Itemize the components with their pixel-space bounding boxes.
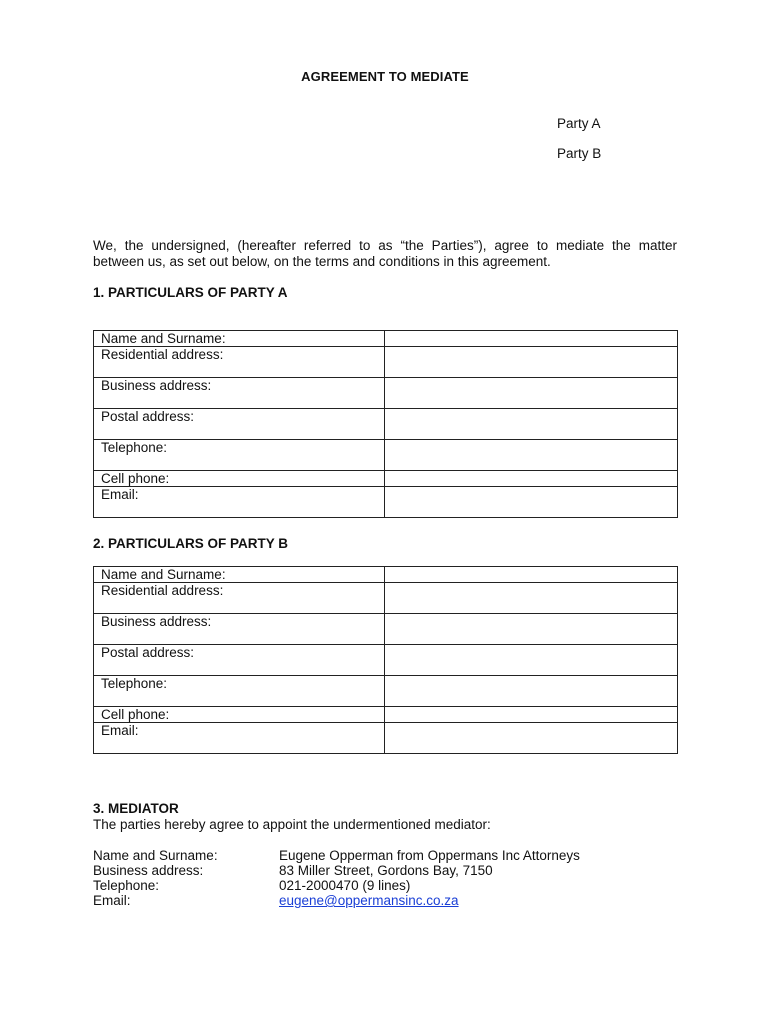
mediator-label: Telephone: [93, 878, 160, 893]
cell-phone-field[interactable] [385, 707, 678, 723]
telephone-field[interactable] [385, 676, 678, 707]
postal-address-field[interactable] [385, 409, 678, 440]
mediator-label: Name and Surname: [93, 848, 218, 863]
email-field[interactable] [385, 487, 678, 518]
table-row [94, 723, 678, 754]
field-label: Telephone: [94, 440, 385, 471]
table-row [94, 440, 678, 471]
table-row [94, 378, 678, 409]
field-label: Residential address: [94, 347, 385, 378]
cell-phone-field[interactable] [385, 471, 678, 487]
section-heading-mediator: 3. MEDIATOR [93, 801, 179, 816]
table-row [94, 645, 678, 676]
mediator-intro: The parties hereby agree to appoint the undermentioned mediator: [93, 817, 491, 832]
table-row [94, 567, 678, 583]
field-label: Business address: [94, 614, 385, 645]
business-address-field[interactable] [385, 614, 678, 645]
field-label: Name and Surname: [94, 567, 385, 583]
mediator-telephone: 021-2000470 (9 lines) [279, 878, 411, 893]
section-heading-party-a: 1. PARTICULARS OF PARTY A [93, 285, 288, 300]
section-heading-party-b: 2. PARTICULARS OF PARTY B [93, 536, 289, 551]
email-field[interactable] [385, 723, 678, 754]
table-row [94, 614, 678, 645]
party-a-table [93, 330, 678, 518]
mediator-email-link[interactable]: eugene@oppermansinc.co.za [279, 893, 459, 908]
intro-paragraph: We, the undersigned, (hereafter referred to as “the Parties”), agree to mediate the matter between us, as set out below, on the terms and conditions in this agreement. [93, 238, 677, 269]
field-label: Postal address: [94, 645, 385, 676]
table-row [94, 347, 678, 378]
residential-address-field[interactable] [385, 583, 678, 614]
mediator-name: Eugene Opperman from Oppermans Inc Attorneys [279, 848, 580, 863]
field-label: Email: [94, 487, 385, 518]
postal-address-field[interactable] [385, 645, 678, 676]
field-label: Cell phone: [94, 471, 385, 487]
mediator-label: Business address: [93, 863, 204, 878]
field-label: Residential address: [94, 583, 385, 614]
table-row [94, 707, 678, 723]
telephone-field[interactable] [385, 440, 678, 471]
field-label: Cell phone: [94, 707, 385, 723]
table-row [94, 583, 678, 614]
field-label: Email: [94, 723, 385, 754]
table-row [94, 676, 678, 707]
name-surname-field[interactable] [385, 331, 678, 347]
table-row [94, 409, 678, 440]
field-label: Telephone: [94, 676, 385, 707]
field-label: Postal address: [94, 409, 385, 440]
party-a-label: Party A [557, 116, 601, 131]
table-row [94, 471, 678, 487]
business-address-field[interactable] [385, 378, 678, 409]
table-row [94, 331, 678, 347]
party-b-label: Party B [557, 146, 602, 161]
party-b-table [93, 566, 678, 754]
document-title: AGREEMENT TO MEDIATE [301, 69, 469, 84]
field-label: Name and Surname: [94, 331, 385, 347]
field-label: Business address: [94, 378, 385, 409]
mediator-label: Email: [93, 893, 131, 908]
table-row [94, 487, 678, 518]
mediator-address: 83 Miller Street, Gordons Bay, 7150 [279, 863, 493, 878]
residential-address-field[interactable] [385, 347, 678, 378]
name-surname-field[interactable] [385, 567, 678, 583]
